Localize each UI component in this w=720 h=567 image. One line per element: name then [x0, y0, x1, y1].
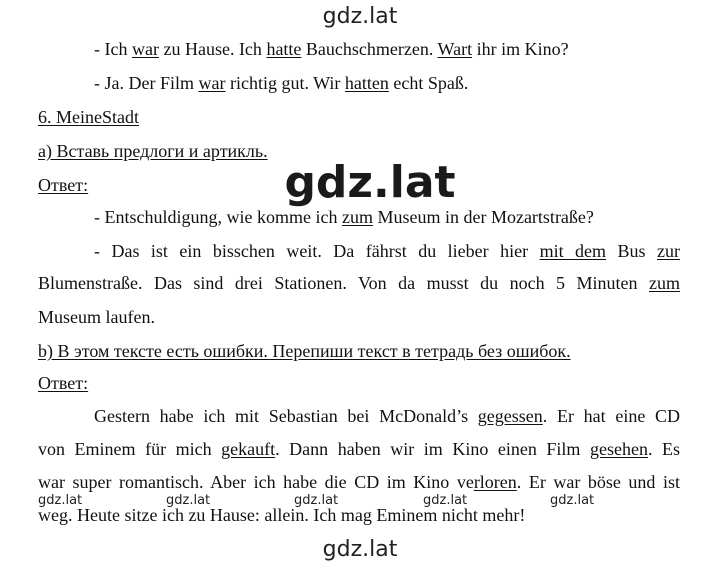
answer-a-line-4: Museum laufen.: [38, 307, 155, 327]
underlined-word: rloren: [473, 472, 517, 492]
underlined-word: war: [131, 39, 159, 59]
task-a-heading: a) Вставь предлоги и артикль.: [38, 141, 268, 161]
text: Museum in der Mozartstraße?: [372, 207, 594, 227]
underlined-word: zum: [649, 273, 680, 293]
underlined-word: zum: [341, 207, 373, 227]
underlined-word: zur: [657, 241, 680, 261]
answer-b-line-3: [38, 471, 680, 493]
dialog-line-1: [94, 38, 680, 60]
text: echt Spaß.: [388, 73, 469, 93]
text: - Ja. Der Film: [94, 73, 199, 93]
answer-label-a: Ответ:: [38, 175, 89, 195]
task-b-heading: b) В этом тексте есть ошибки. Перепиши текст в тетрадь без ошибок.: [38, 341, 571, 361]
text: Gestern habe ich mit Sebastian bei McDonald’s: [94, 406, 478, 426]
text: richtig gut. Wir: [225, 73, 345, 93]
text: von Eminem für mich: [38, 439, 222, 459]
underlined-word: war: [198, 73, 226, 93]
answer-b-line-1: [94, 405, 680, 427]
dialog-line-2: [94, 72, 680, 94]
answer-label-b: Ответ:: [38, 373, 89, 393]
watermark-center: gdz.lat: [284, 157, 456, 208]
underlined-word: gegessen: [477, 406, 543, 426]
watermark-small: gdz.lat: [423, 493, 468, 508]
underlined-word: Wart: [437, 39, 473, 59]
text: - Das ist ein bisschen weit. Da fährst du lieber hier: [94, 241, 540, 261]
watermark-bottom: gdz.lat: [322, 537, 398, 562]
underlined-word: hatte: [266, 39, 302, 59]
watermark-small-row: [0, 493, 720, 509]
answer-b-line-4: weg. Heute sitze ich zu Hause: allein. Ich mag Eminem nicht mehr!: [38, 505, 526, 525]
watermark-small: gdz.lat: [550, 493, 595, 508]
underlined-word: gesehen: [589, 439, 648, 459]
text: Bus: [606, 241, 657, 261]
answer-a-line-2: [94, 240, 680, 262]
text: . Dann haben wir im Kino einen Film: [275, 439, 590, 459]
underlined-word: hatten: [344, 73, 389, 93]
answer-a-line-3: [38, 272, 680, 294]
text: ihr im Kino?: [472, 39, 569, 59]
answer-b-line-2: [38, 438, 680, 460]
watermark-top: gdz.lat: [322, 4, 398, 29]
text: - Ich: [94, 39, 132, 59]
answer-a-line-1: [94, 206, 680, 228]
text: Blumenstraße. Das sind drei Stationen. Von da musst du noch 5 Minuten: [38, 273, 649, 293]
watermark-small: gdz.lat: [294, 493, 339, 508]
underlined-word: gekauft: [221, 439, 276, 459]
watermark-small: gdz.lat: [38, 493, 83, 508]
text: . Er hat eine CD: [542, 406, 681, 426]
text: war super romantisch. Aber ich habe die CD im Kino ve: [38, 472, 474, 492]
section-title: 6. MeineStadt: [38, 107, 139, 127]
text: Bauchschmerzen.: [301, 39, 438, 59]
text: . Er war böse und ist: [516, 472, 680, 492]
text: zu Hause. Ich: [158, 39, 267, 59]
underlined-word: mit dem: [539, 241, 607, 261]
watermark-small: gdz.lat: [166, 493, 211, 508]
text: . Es: [647, 439, 680, 459]
text: - Entschuldigung, wie komme ich: [94, 207, 342, 227]
